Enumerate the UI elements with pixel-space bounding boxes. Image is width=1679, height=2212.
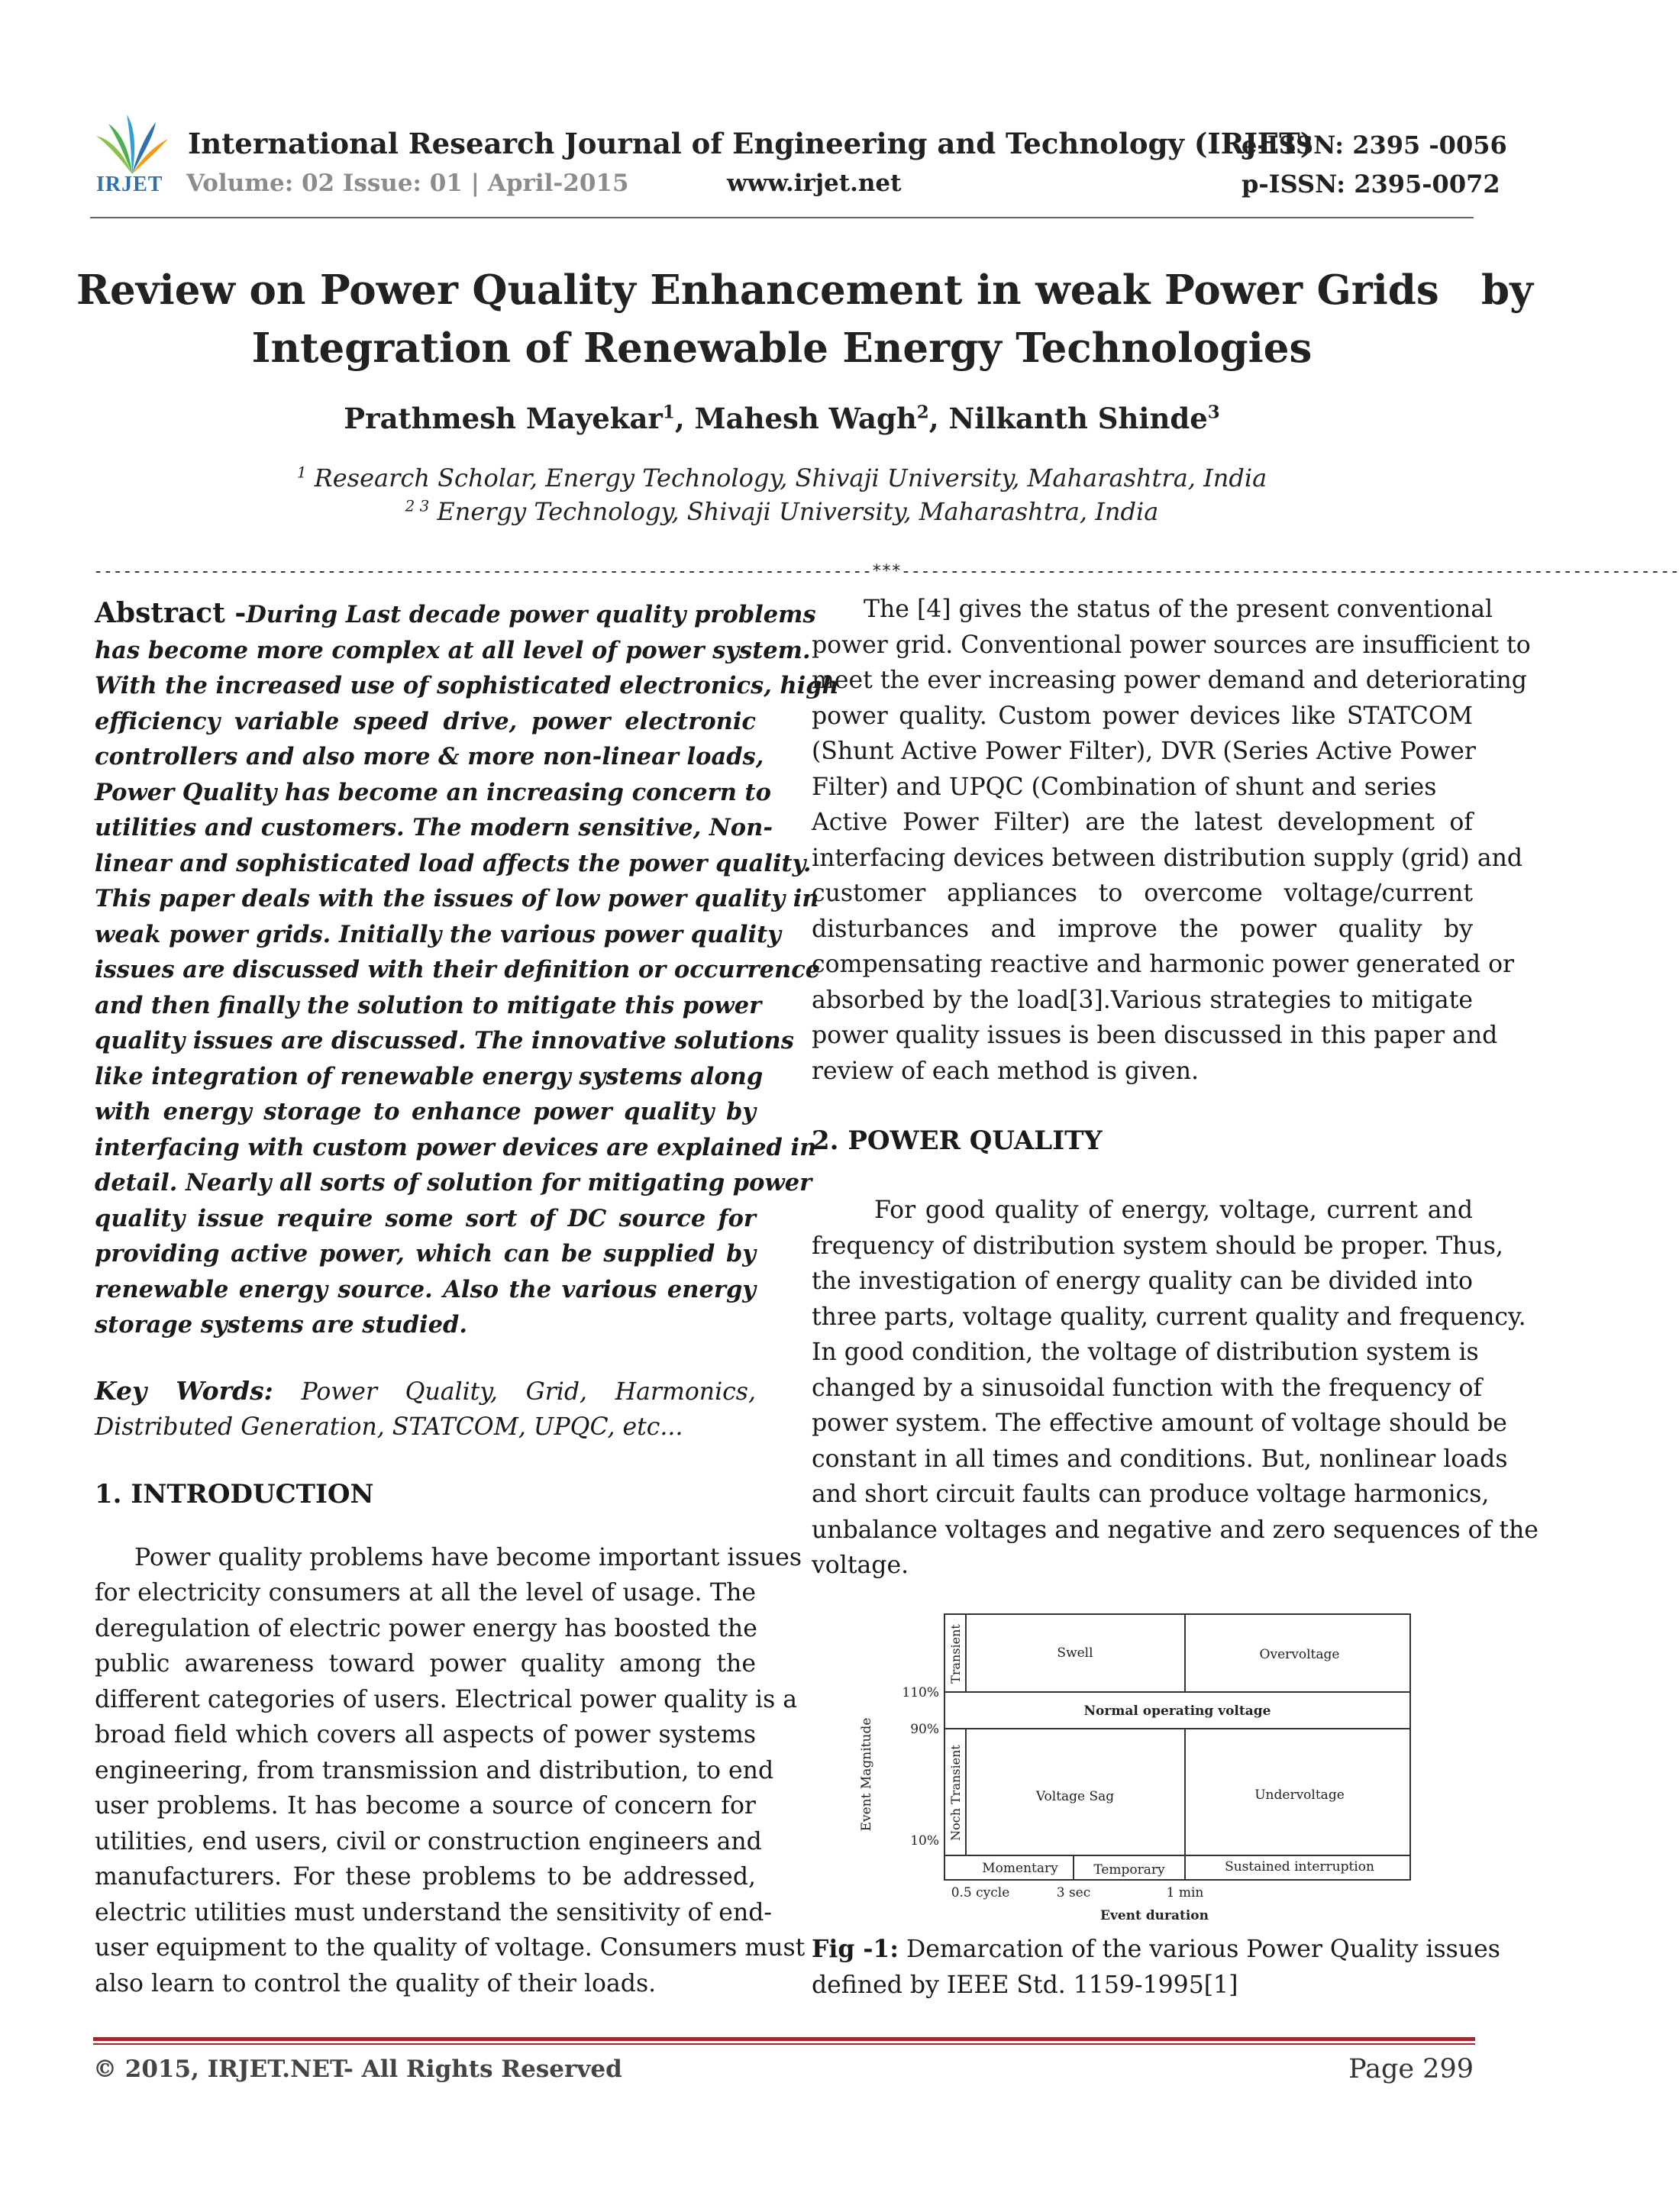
keywords: Key Words: Power Quality, Grid, Harmonics, Distributed Generation, STATCOM, UPQC, etc... <box>95 1375 756 1441</box>
affiliation: $^{2 3}$ Energy Technology, Shivaji University, Maharashtra, India <box>405 497 1159 526</box>
author-list <box>76 402 1487 435</box>
footer-divider-thin <box>93 2043 1475 2045</box>
affiliation: $^1$ Research Scholar, Energy Technology, Shivaji University, Maharashtra, India <box>296 463 1267 492</box>
y-tick-110: 110% <box>902 1685 939 1700</box>
affiliations <box>76 461 1487 528</box>
region-overvoltage: Overvoltage <box>1259 1647 1340 1662</box>
region-swell: Swell <box>1057 1645 1093 1661</box>
journal-website-link[interactable]: www.irjet.net <box>727 170 902 197</box>
title-line: Integration of Renewable Energy Technologies <box>251 325 1313 372</box>
title-line: Review on Power Quality Enhancement in weak Power Grids by <box>76 266 1533 314</box>
page-number: Page 299 <box>1348 2054 1474 2084</box>
author-name: , Nilkanth Shinde <box>928 402 1208 435</box>
x-tick-0-5-cycle: 0.5 cycle <box>951 1885 1010 1900</box>
x-tick-3-sec: 3 sec <box>1056 1885 1091 1900</box>
section-heading-power-quality: 2. POWER QUALITY <box>812 1125 1103 1156</box>
band-transient: Transient <box>948 1624 963 1684</box>
diagram-border <box>944 1614 1410 1880</box>
footer-divider <box>93 2037 1475 2041</box>
abstract-label: Abstract - <box>95 597 247 629</box>
copyright-notice: © 2015, IRJET.NET- All Rights Reserved <box>93 2055 622 2083</box>
intro-continued-text: The [4] gives the status of the present conventional power grid. Conventional power sources are insufficient to meet the ever increasing power demand and deteriorating power quality. Custom power devices like STATCOM (Shunt Active Power Filter), DVR (Series Active Power Filter) and UPQC (Combination of shunt and series Active Power Filter) are the latest development of interfacing devices between distribution supply (grid) and customer appliances to overcome voltage/current disturbances and improve the power quality by compensating reactive and harmonic power generated or absorbed by the load[3].Various strategies to mitigate power quality issues is been discussed in this paper and review of each method is given. <box>812 596 1531 1085</box>
logo-text: IRJET <box>96 173 163 196</box>
region-undervoltage: Undervoltage <box>1254 1787 1345 1803</box>
x-axis-label: Event duration <box>1099 1908 1209 1923</box>
figure-caption: Fig -1: Demarcation of the various Power Quality issues defined by IEEE Std. 1159-1995[1] <box>812 1935 1500 1999</box>
author-name: , Mahesh Wagh <box>674 402 917 435</box>
figure-caption-label: Fig -1: <box>812 1935 899 1963</box>
journal-name: International Research Journal of Engineering and Technology (IRJET) <box>188 127 1314 160</box>
pq-demarcation-figure <box>849 1607 1414 1926</box>
section-separator: --------------------------------------------------------------------------------***-------------------------------------------------------------------------------- <box>93 562 1679 581</box>
right-column <box>812 592 1539 1584</box>
band-noch-transient: Noch Transient <box>948 1745 963 1841</box>
p-issn: p-ISSN: 2395-0072 <box>1241 170 1500 199</box>
left-column <box>95 596 839 2001</box>
y-axis-label: Event Magnitude <box>859 1717 874 1832</box>
abstract: Abstract -During Last decade power quality problems has become more complex at all level of power system. With the increased use of sophisticated electronics, high efficiency variable speed drive, power electronic controllers and also more & more non-linear loads, Power Quality has become an increasing concern to utilities and customers. The modern sensitive, Non- linear and sophisticated load affects the power quality. This paper deals with the issues of low power quality in weak power grids. Initially the various power quality issues are discussed with their definition or occurrence and then finally the solution to mitigate this power quality issues are discussed. The innovative solutions like integration of renewable energy systems along with energy storage to enhance power quality by interfacing with custom power devices are explained in detail. Nearly all sorts of solution for mitigating power quality issue require some sort of DC source for providing active power, which can be supplied by renewable energy source. Also the various energy storage systems are studied. <box>95 597 839 1339</box>
region-voltage-sag: Voltage Sag <box>1035 1789 1115 1804</box>
volume-issue: Volume: 02 Issue: 01 | April-2015 <box>186 170 629 197</box>
header-divider <box>90 217 1474 218</box>
y-tick-10: 10% <box>910 1833 939 1849</box>
e-issn: e-ISSN: 2395 -0056 <box>1241 131 1507 160</box>
region-momentary: Momentary <box>982 1861 1058 1876</box>
region-normal: Normal operating voltage <box>1083 1703 1271 1719</box>
section-heading-introduction: 1. INTRODUCTION <box>95 1478 374 1510</box>
x-tick-1-min: 1 min <box>1166 1885 1204 1900</box>
keywords-label: Key Words: <box>95 1375 273 1406</box>
author-index: 3 <box>1207 402 1220 423</box>
region-sustained-interruption: Sustained interruption <box>1225 1859 1374 1875</box>
introduction-text: Power quality problems have become important issues for electricity consumers at all the level of usage. The deregulation of electric power energy has boosted the public awareness toward power quality among the different categories of users. Electrical power quality is a broad field which covers all aspects of power systems engineering, from transmission and distribution, to end user problems. It has become a source of concern for utilities, end users, civil or construction engineers and manufacturers. For these problems to be addressed, electric utilities must understand the sensitivity of end- user equipment to the quality of voltage. Consumers must also learn to control the quality of their loads. <box>95 1543 806 1997</box>
power-quality-text: For good quality of energy, voltage, current and frequency of distribution system should be proper. Thus, the investigation of energy quality can be divided into three parts, voltage quality, current quality and frequency. In good condition, the voltage of distribution system is changed by a sinusoidal function with the frequency of power system. The effective amount of voltage should be constant in all times and conditions. But, nonlinear loads and short circuit faults can produce voltage harmonics, unbalance voltages and negative and zero sequences of the voltage. <box>812 1196 1539 1579</box>
author-index: 1 <box>662 402 675 423</box>
author-name: Prathmesh Mayekar <box>344 402 663 435</box>
y-tick-90: 90% <box>910 1722 939 1737</box>
paper-title <box>76 261 1533 377</box>
author-index: 2 <box>916 402 929 423</box>
region-temporary: Temporary <box>1093 1862 1165 1878</box>
